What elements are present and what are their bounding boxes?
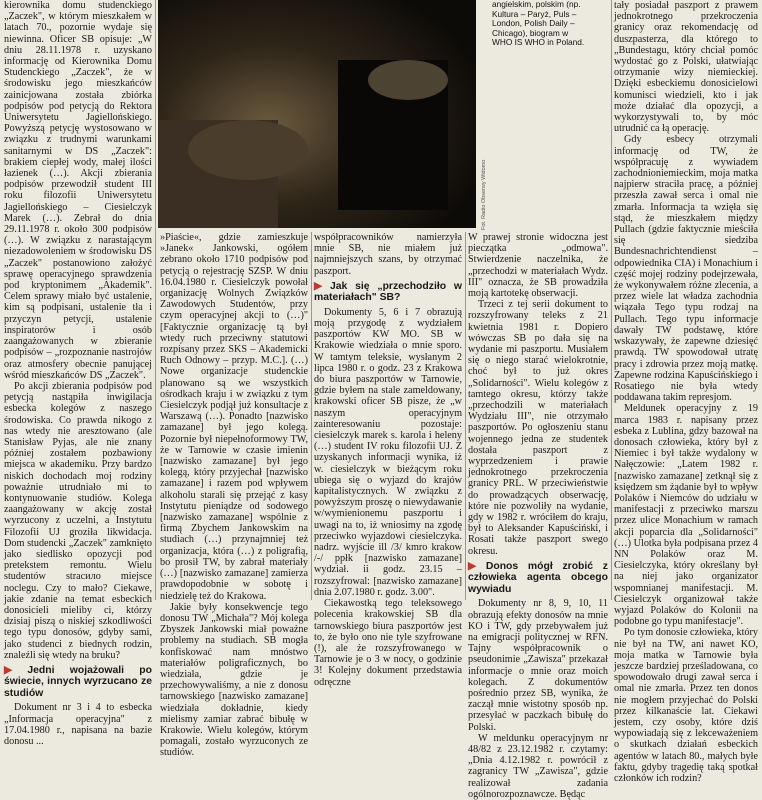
column-4-paragraph-2: Trzeci z tej serii dokument to rozszyfrowany teleks z 21 kwietnia 1981 r. Dopiero wówczas SB po dała się na wydanie mi paszportu. Musiałem się o niego starać wielokrotnie, choć był to już okres „Solidarności". Wielu kolegów z tamtego okresu, którzy także „przechodzili w materiałach Wydziału III", nie otrzymało paszportów. Po ogłoszeniu stanu wojennego jedna ze studentek dostała paszport z wyprzedzeniem i prawie jednokrotnego przekroczenia granicy PRL. W przeciwieństwie do prowadzących obserwację, które nie pozwoliły na wydanie, gdy w 1982 r. wróciłem do kraju, był to Aleksander Kapuściński, i Rosati także paszport swego okresu. [468,299,608,557]
column-divider [311,232,312,600]
column-1-paragraph-1: kierownika domu studenckiego „Zaczek", w którym mieszkałem w latach 70., pozornie wydaje się niewinna. Oficer SB opisuje: „W dniu 28.11.1978 r. uzyskano informację od Kierownika Domu Studenckiego „Zaczek", że w środowisku jego mieszkańców zainicjowana została zbiórka podpisów pod petycją do Rektora Uniwersytetu Jagiellońskiego. Powyższą petycję wystosowano w związku z trudnymi warunkami sanitarnymi w DS „Zaczek": brakiem ciepłej wody, małej ilości łazienek (…). Akcji zbierania podpisów przewodził student III roku filozofii Uniwersytetu Jagiellońskiego – Ciesielczyk Marek (…). Zebrał do dnia 29.11.1978 r. około 300 podpisów (…). W związku z narastającym niezadowoleniem w środowisku DS „Zaczek" postanowiono założyć sprawę operacyjnego sprawdzenia pod kryptonimem „Akademik". Celem sprawy miało być ustalenie, kim są podpisani, ustalenie tła i przyczyn petycji, ustalenie inspiratorów i osób zaangażowanych w zbieranie podpisów – „rozpoznanie nastrojów oraz atmosfery obecnie panującej wśród mieszkańców DS „Zaczek". [4,0,152,381]
column-5-paragraph-4: Po tym donosie człowieka, który nie był na TW, ani nawet KO, moja matka w Tarnowie była jeszcze bardziej prześladowana, co spowodowało drugi zawał serca i omal nie zmarła. Przez ten donos nie mogłem przyjechać do Polski przez kilkanaście lat. Ciekawi jestem, czy osoby, które dziś wypowiadają się z lekceważeniem o skutkach działań esbeckich agentów w latach 80., małych byłe faktu, gdyby tragedię taką spotkał członków ich rodzin? [614,627,758,785]
article-column-4 [468,232,608,800]
photo-image [158,0,476,228]
column-1-paragraph-3: Dokument nr 3 i 4 to esbecka „Informacja operacyjna" z 17.04.1980 r., napisana na bazie donosu ... [4,702,152,748]
column-5-paragraph-2: Gdy esbecy otrzymali informację od TW, że współpracuję z wywiadem zachodnioniemieckim, moja matka najpierw straciła pracę, a później przeszła zawał serca i omal nie zmarła. Informacja ta wzięła się stąd, że mieszkałem między Pullach (gdzie faktycznie mieściła się siedziba Bundesnachrichtendienst – odpowiednika CIA) i Monachium i część mojej rodziny podejrzewała, że wykonywałem różne zlecenia, a przez wiele lat władza zachodnia wiązała Tego typu rodzaj na Pullach. Tego typu informacje dawały TW podstawę, które wskazywały, że zapewne dziesięć prawdą. TW spowodował utratę pracy i zdrowia przez moją matkę. Zapewne rodzina Kapuścińskiego i Rosatiego nie była wtedy poddawana takim represjom. [614,134,758,404]
column-4-paragraph-1: W prawej stronie widoczna jest pieczątka „odmowa". Stwierdzenie naczelnika, że „przechodzi w materiałach Wydz. III" oznacza, że SB prowadziła moją kartotekę obserwacji. [468,232,608,300]
column-divider [155,0,156,600]
photo-caption: angielskim, polskim (np. Kultura – Paryż, Puls – London, Polish Daily – Chicago), biogram w WHO IS WHO in Poland. [492,0,585,48]
section-heading-agent [468,561,608,596]
arrow-icon: ▶ [314,280,327,292]
column-3-paragraph-2: Dokumenty 5, 6 i 7 obrazują moją przygodę z wydziałem paszportów KW MO. SB w Krakowie wiedziała o mnie sporo. W tamtym teleksie, wysłanym 2 lipca 1980 r. o godz. 23 z Krakowa do biura paszportów w Tarnowie, gdzie byłem na stale zameldowany, krakowski oficer SB pisze, że „w naszym operacyjnym zainteresowaniu pozostaje: ciesielczyk marek s. karola i heleny (…) student IV roku filozofii UJ. Z uzyskanych informacji wynika, iż w. ciesielczyk w bieżącym roku ubiega się o wyjazd do krajów kapitalistycznych. W związku z powyższym proszę o niewydawanie w/wymienionemu paszportu i uwagi na to, iż wniosimy na zgodę przeciwko wyjazdowi ciesielczyka. nadrz. wyjście ill /3/ kmro krakow /-/ ppłk [nazwisko zamazane] wydział. ii godz. 23.15 – rozszyfrowal: [nazwisko zamazane] dnia 2.07.1980 r. godz. 3.00". [314,306,462,598]
section-heading-travel [4,665,152,700]
column-4-paragraph-4: W meldunku operacyjnym nr 48/82 z 23.12.1982 r. czytamy: „Dnia 4.12.1982 r. powrócił z zagranicy TW „Zawisza", gdzie realizował zadania ogólnorozpoznawcze. Będąc [468,732,608,800]
column-4-paragraph-3: Dokumenty nr 8, 9, 10, 11 obrazują efekty donosów na mnie KO i TW, gdy przebywałem już na emigracji politycznej w RFN. Tajny współpracownik o pseudonimie „Zawisza" przekazał informacje o mnie oraz moich kolegach. Z dokumentów pośrednio przez SB, wynika, że zaczął mnie wistotny sposób np. przesyłać w paczkach bibułę do Polski. [468,598,608,733]
article-column-1 [4,0,152,748]
photo-credit: Fot. Radio Obserwy Widomo [481,159,487,230]
section-heading-travel-text: Jedni wojażowali po świecie, innych wyrzucano ze studiów [4,664,152,699]
article-column-5 [614,0,758,785]
column-5-paragraph-1: tały posiadał paszport z prawem jednokrotnego przekroczenia granicy oraz rekomendację od duszpasterza, dla którego to „Bundestagu, który chciał pomóc wydostać go z Polski, ułatwiając otrzymanie wizy niemieckiej. Dzięki esbeckiemu donosicielowi komunisci wiedzieli, kto i jak może działać dla opozycji, a wykorzystywali to, by móc utrudnić ca łą operację. [614,0,758,135]
column-2-paragraph-2: Jakie były konsekwencje tego donosu TW „Michała"? Mój kolega Zbyszek Jankowski miał poważne problemy na studiach. SB mogła konfiskować nam mnóstwo materiałów poligraficznych, bo wiedziała, gdzie je przechowywaliśmy, a nie z donosu tarnowskiego [nazwisko zamazane] wiedziała dokładnie, kiedy mielismy zamiar zabrać bibułę w Krakowie. Wielu kolegów, którym pomagali, zostało wyrzuconych ze studiów. [160,601,308,759]
column-3-paragraph-3: Ciekawostką tego teleksowego polecenia krakowskiej SB dla tarnowskiego biura paszportów jest to, że było ono nie tyle szyfrowane (!), ale że rozszyfrowanego w Tarnowie je o 3 w nocy, o godzinie 3! Kolejny dokument przedstawia odręczne [314,598,462,688]
column-divider [465,232,466,600]
section-heading-agent-text: Donos mógł zrobić z człowieka agenta obcego wywiadu [468,560,608,595]
photo-dark-interior [158,0,476,228]
column-3-paragraph-1: współpracowników namierzyła mnie SB, nie miałem już najmniejszych szans, by otrzymać paszport. [314,232,462,277]
column-5-paragraph-3: Meldunek operacyjny z 19 marca 1983 r. napisany przez esbeka z Lublina, gdzy bazował na donosach człowieka, który był z Niemiec i był także wydalony w Nałęczowie: „Latem 1982 r. [nazwisko zamazane] zetknął się z księdzem sm żądanie był to wpływ Polaków i Niemców do udziału w manifestacji z przeciwko marszu przez ulice Monachium w ramach akcji poparcia dla „Solidarności" (…) Ulotka była podpisana przez 4 NN Polaków oraz M. Ciesielczyka, który określany był na niej jako organizator wspomnianej manifestacji. M. Ciesielczyk organizował także wyjazd Polaków do Kolonii na podobne go typu manifestacje". [614,403,758,628]
section-heading-materials [314,281,462,304]
article-column-3 [314,232,462,688]
arrow-icon: ▶ [4,664,25,676]
section-heading-materials-text: Jak się „przechodziło w materiałach" SB? [314,280,462,304]
column-1-paragraph-2: Po akcji zbierania podpisów pod petycją nastąpiła inwigilacja esbecka kolegów z naszego środowiska. Co prawda nikogo z nas wtedy nie aresztowano (ale Stanisław Pyjas, ale nie znany później zostałem pozbawiony miejsca w akademiku. Przy bardzo niskich dochodach moj rodziny poważnie utrudniało mi to kontynuowanie studiów. Kolega zaangażowany w akcję został wyrzucony z uczelni, a Instytutu Filozofii UJ groziła likwidacja. Dom studencki „Zaczek" zamknięto jako siedlisko opozycji pod pretekstem remontu. Wielu studentów stracило miejsce noclegu. Czy to mało? Ciekawe, jakie zdanie na temat esbeckich donosicieli mieliby ci, którzy dzisiaj piszą o niskiej szkodliwości tego typu donosów, gdyby sami, jako studenci z biednych rodzin, znaleźli się wtedy na bruku? [4,380,152,661]
column-divider [611,0,612,600]
article-column-2 [160,232,308,759]
column-2-paragraph-1: »Piaście«, gdzie zamieszkuje »Janek« Jankowski, ogółem zebrano około 1710 podpisów pod petycją o rejestrację SZSP. W dniu 16.04.1980 r. Ciesielczyk powołał organizację Wolnych Związków Zawodowych Studentów, przy czym operacyjnej akcji to (…)" [Faktycznie organizację tą był wtedy ruch przeciwny statutowi rozpisany przez SKS – Akademicki Ruch Odnowy – przyp. M.C.]. (…) Nowe organizacje studenckie planowano są we wszystkich ośrodkach kraju i w związku z tym Ciesielczyk podjął już konsultacje z Warszawą (…). Ponadto [nazwisko zamazane] był jego kolegą. Pozornie był niepełnoformowy TW, że w Tarnowie w czasie imienin [nazwisko zamazane] był jego kolegą, który przyjechał [nazwisko zamazane] i razem pod wpływem alkoholu starali się przejąć z kasy Instytutu pieniądze od sodowego [nazwisko zamazane] wspólnie z firmą Zbychem Jankowskim na studiach (…) przynajmniej też organizacja, która (…) z poligrafią, bo prosił TW, by zabrał materiały (…) [nazwisko zamazane] zamierza prawdopodobnie w sobotę i niedzielę też do Krakowa. [160,232,308,602]
arrow-icon: ▶ [468,560,483,572]
